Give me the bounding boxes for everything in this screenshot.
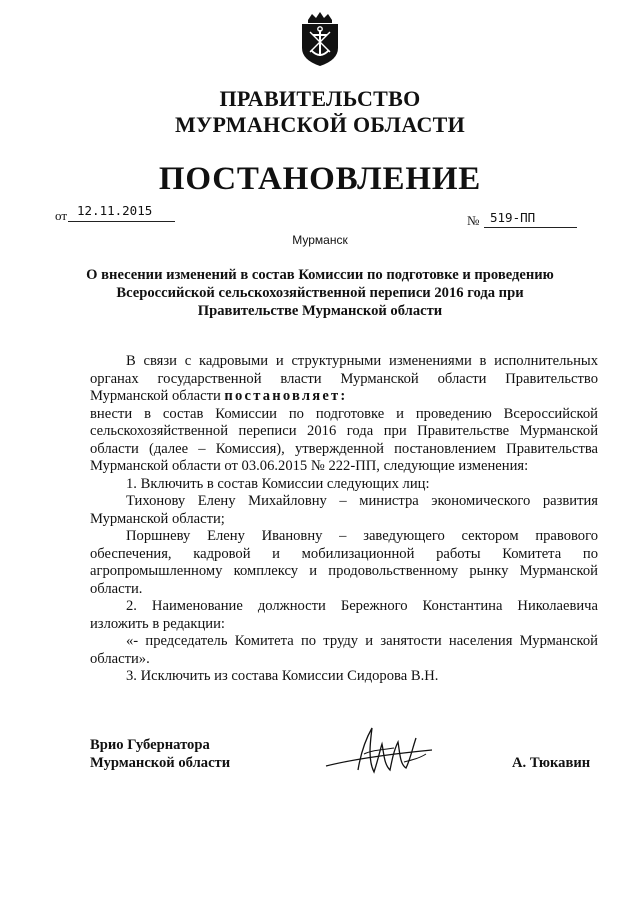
subject-line: Правительстве Мурманской области [197, 303, 443, 319]
signatory-name: А. Тюкавин [512, 755, 591, 771]
signatory-title-line: Врио Губернатора [90, 737, 210, 753]
decree-word: постановляет: [224, 388, 348, 404]
decision-paragraph: внести в состав Комиссии по подготовке и проведению Всероссийской сельскохозяйственной переписи 2016 года при Правительстве Мурманской области (далее – Комиссия), утвержденной постановлением Правительства Мурманской области от 03.06.2015 № 222-ПП, следующие изменения: [90, 405, 598, 474]
item-3: 3. Исключить из состава Комиссии Сидорова В.Н. [126, 668, 439, 684]
date-underline [68, 221, 175, 222]
document-number: 519-ПП [490, 210, 536, 225]
coat-of-arms-icon [298, 12, 342, 68]
signatory-title-line: Мурманской области [90, 755, 231, 771]
document-subject [80, 266, 560, 320]
number-underline [484, 227, 577, 228]
number-prefix: № [467, 213, 480, 228]
item-1-person-b: Поршневу Елену Ивановну – заведующего сектором правового обеспечения, кадровой и мобилизационной работы Комитета по агропромышленному комплексу и продовольственному рынку Мурманской области. [90, 528, 598, 597]
intro-paragraph [90, 353, 598, 406]
subject-line: Всероссийской сельскохозяйственной переписи 2016 года при [116, 285, 524, 301]
date-prefix: от [55, 208, 68, 223]
document-city: Мурманск [292, 233, 348, 247]
intro-text: В связи с кадровыми и структурными изменениями в исполнительных органах государственной власти Мурманской области Правительство Мурманской области [90, 353, 598, 404]
item-2-new-title: «- председатель Комитета по труду и занятости населения Мурманской области». [90, 633, 598, 667]
signatory-title [90, 736, 230, 772]
organization-name-line1: ПРАВИТЕЛЬСТВО [219, 86, 421, 111]
item-1: 1. Включить в состав Комиссии следующих лиц: [126, 475, 430, 492]
document-date: 12.11.2015 [77, 203, 153, 218]
item-2: 2. Наименование должности Бережного Константина Николаевича изложить в редакции: [90, 598, 598, 632]
handwritten-signature [320, 720, 440, 778]
document-type-title: ПОСТАНОВЛЕНИЕ [158, 161, 482, 197]
item-1-person-a: Тихонову Елену Михайловну – министра экономического развития Мурманской области; [90, 493, 598, 527]
organization-name-line2: МУРМАНСКОЙ ОБЛАСТИ [174, 112, 466, 137]
subject-line: О внесении изменений в состав Комиссии по подготовке и проведению [86, 267, 554, 283]
document-body [90, 353, 598, 686]
